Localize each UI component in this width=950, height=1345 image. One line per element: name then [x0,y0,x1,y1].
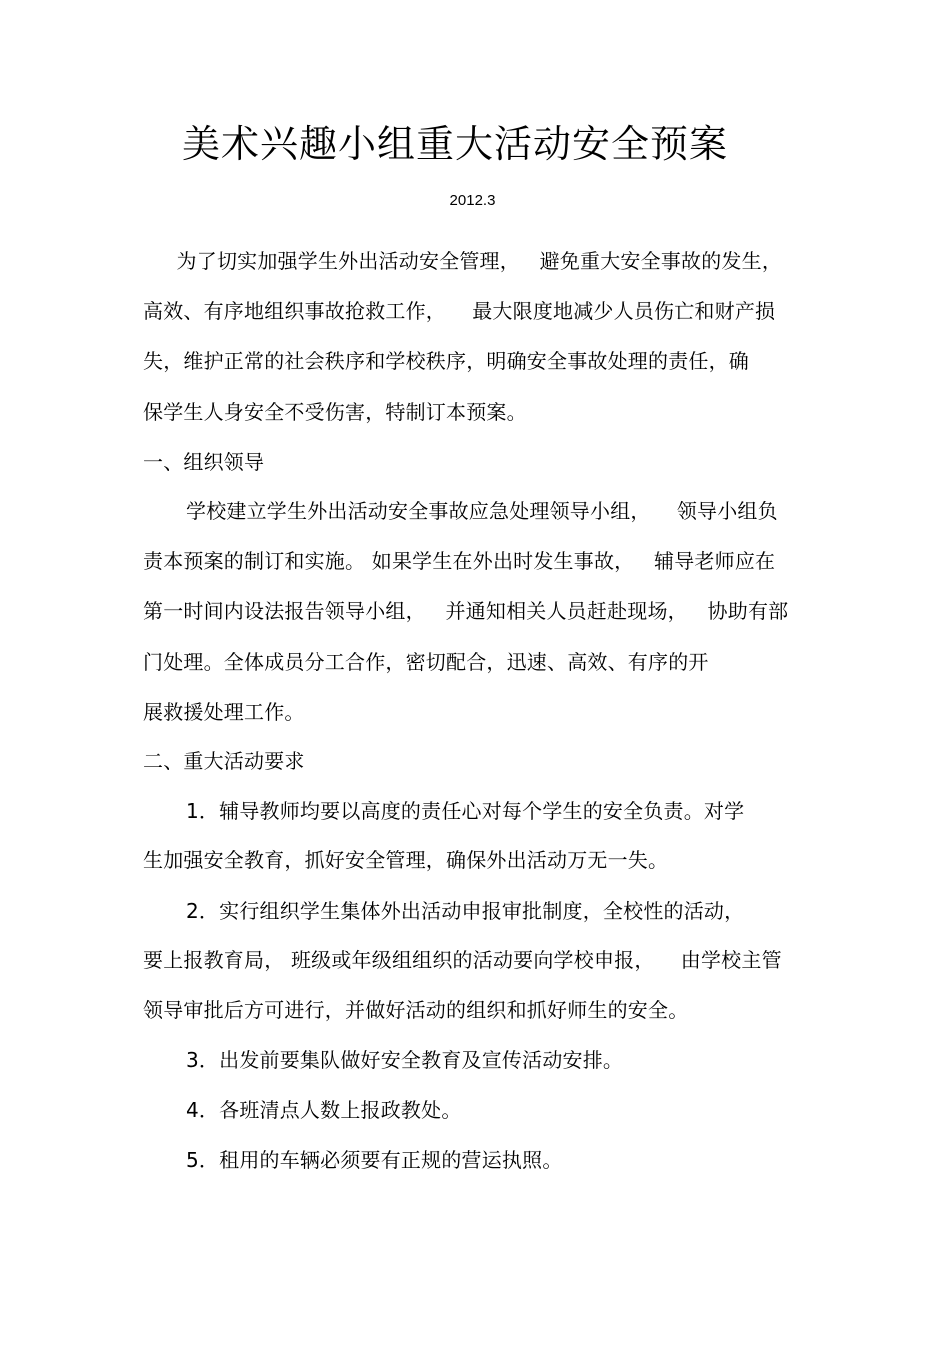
paragraph-line: 领导审批后方可进行，并做好活动的组织和抓好师生的安全。 [143,998,689,1022]
paragraph-line: 生加强安全教育，抓好安全管理，确保外出活动万无一失。 [143,848,669,872]
document-date: 2012.3 [449,192,496,209]
list-item: 1．辅导教师均要以高度的责任心对每个学生的安全负责。对学 [186,799,745,823]
document-title: 美术兴趣小组重大活动安全预案 [181,122,728,166]
paragraph-line: 门处理。全体成员分工合作，密切配合，迅速、高效、有序的开 [143,650,709,674]
paragraph-line: 高效、有序地组织事故抢救工作， 最大限度地减少人员伤亡和财产损 [143,299,776,323]
section-heading: 二、重大活动要求 [143,749,305,773]
section-heading: 一、组织领导 [143,450,265,474]
paragraph-line: 要上报教育局， 班级或年级组组织的活动要向学校申报， 由学校主管 [143,948,782,972]
paragraph-line: 展救援处理工作。 [143,700,305,724]
list-item: 2．实行组织学生集体外出活动申报审批制度，全校性的活动， [186,899,745,923]
paragraph-line: 学校建立学生外出活动安全事故应急处理领导小组， 领导小组负 [186,499,778,523]
list-item: 5．租用的车辆必须要有正规的营运执照。 [186,1148,563,1172]
list-item: 4．各班清点人数上报政教处。 [186,1098,462,1122]
paragraph-line: 失，维护正常的社会秩序和学校秩序，明确安全事故处理的责任，确 [143,349,749,373]
paragraph-line: 责本预案的制订和实施。 如果学生在外出时发生事故， 辅导老师应在 [143,549,776,573]
paragraph-line: 保学生人身安全不受伤害，特制订本预案。 [143,400,527,424]
paragraph-line: 为了切实加强学生外出活动安全管理， 避免重大安全事故的发生， [170,249,783,273]
paragraph-line: 第一时间内设法报告领导小组， 并通知相关人员赶赴现场， 协助有部 [143,599,789,623]
list-item: 3．出发前要集队做好安全教育及宣传活动安排。 [186,1048,624,1072]
